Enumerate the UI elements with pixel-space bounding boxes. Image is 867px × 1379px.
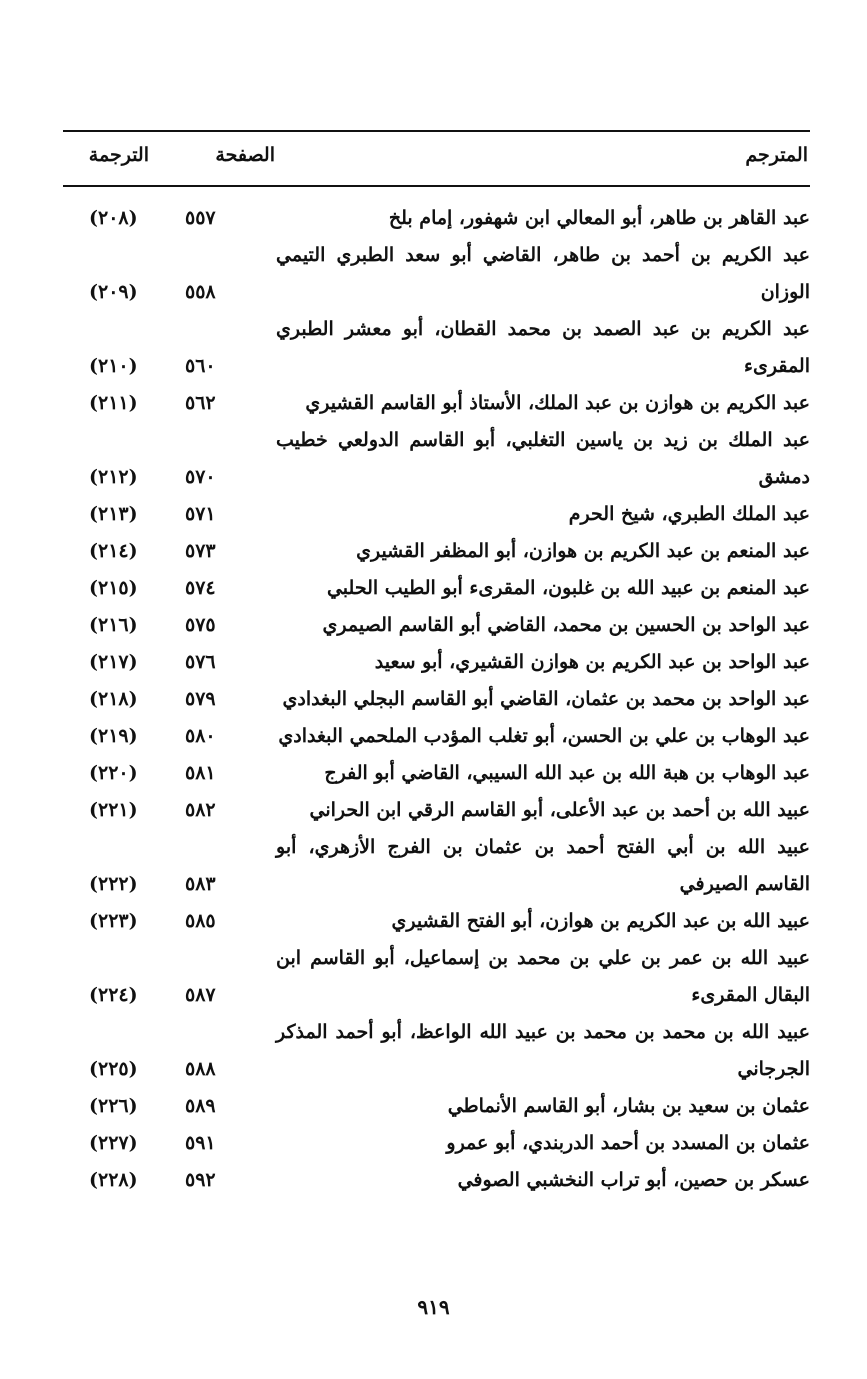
list-item	[63, 200, 810, 237]
list-item	[63, 792, 810, 829]
list-item	[63, 496, 810, 533]
entry-number: (٢١٧)	[89, 651, 138, 673]
page-number: ٥٨١	[185, 762, 216, 784]
person-name: عبيد الله بن أحمد بن عبد الأعلى، أبو القاسم الرقي ابن الحراني	[309, 799, 810, 821]
person-name: عبيد الله بن أبي الفتح أحمد بن عثمان بن الفرج الأزهري، أبو القاسم الصيرفي	[276, 836, 810, 895]
page-number: ٥٧٤	[185, 577, 216, 599]
index-list	[63, 200, 810, 1199]
page-number: ٥٨٨	[185, 1058, 216, 1080]
entry-number: (٢١٣)	[89, 503, 138, 525]
list-item	[63, 533, 810, 570]
person-name: عبيد الله بن محمد بن محمد بن عبيد الله الواعظ، أبو أحمد المذكر الجرجاني	[276, 1021, 810, 1080]
list-item	[63, 718, 810, 755]
entry-number: (٢٢٦)	[89, 1095, 138, 1117]
page-number: ٥٦٠	[185, 355, 216, 377]
page-number: ٥٧٠	[185, 466, 216, 488]
person-name: عبد الكريم بن هوازن بن عبد الملك، الأستاذ أبو القاسم القشيري	[305, 392, 810, 414]
list-item	[63, 1162, 810, 1199]
list-item	[63, 755, 810, 792]
entry-number: (٢١٢)	[89, 466, 138, 488]
page-number: ٥٧٩	[185, 688, 216, 710]
entry-number: (٢١٠)	[89, 355, 138, 377]
table-header	[63, 140, 810, 180]
entry-number: (٢٢١)	[89, 799, 138, 821]
person-name: عبد المنعم بن عبد الكريم بن هوازن، أبو المظفر القشيري	[356, 540, 810, 562]
list-item	[63, 385, 810, 422]
list-item	[63, 237, 810, 311]
list-item	[63, 1125, 810, 1162]
entry-number: (٢١٦)	[89, 614, 138, 636]
header-translated-person: المترجم	[745, 144, 808, 166]
page-number: ٥٩٢	[185, 1169, 216, 1191]
list-item	[63, 607, 810, 644]
entry-number: (٢١٥)	[89, 577, 138, 599]
page-number: ٥٨٥	[185, 910, 216, 932]
page-number: ٥٥٧	[185, 207, 216, 229]
page-number: ٥٥٨	[185, 281, 216, 303]
entry-number: (٢٢٤)	[89, 984, 138, 1006]
person-name: عبد القاهر بن طاهر، أبو المعالي ابن شهفور، إمام بلخ	[388, 207, 810, 229]
person-name: عسكر بن حصين، أبو تراب النخشبي الصوفي	[457, 1169, 810, 1191]
page-folio-number: ٩١٩	[417, 1295, 450, 1319]
page-number: ٥٨٠	[185, 725, 216, 747]
person-name: عبد الواحد بن الحسين بن محمد، القاضي أبو القاسم الصيمري	[322, 614, 810, 636]
person-name: عبد المنعم بن عبيد الله بن غلبون، المقرىء أبو الطيب الحلبي	[326, 577, 810, 599]
page-number: ٥٧٣	[185, 540, 216, 562]
person-name: عبد الواحد بن محمد بن عثمان، القاضي أبو القاسم البجلي البغدادي	[282, 688, 810, 710]
page-number: ٥٧٥	[185, 614, 216, 636]
header-rule	[63, 185, 810, 187]
list-item	[63, 570, 810, 607]
list-item	[63, 829, 810, 903]
list-item	[63, 681, 810, 718]
person-name: عثمان بن المسدد بن أحمد الدربندي، أبو عمرو	[446, 1132, 810, 1154]
page-number: ٥٨٢	[185, 799, 216, 821]
list-item	[63, 1014, 810, 1088]
entry-number: (٢٢٥)	[89, 1058, 138, 1080]
person-name: عبد الكريم بن عبد الصمد بن محمد القطان، أبو معشر الطبري المقرىء	[276, 318, 810, 377]
page-number: ٥٩١	[185, 1132, 216, 1154]
entry-number: (٢٢٢)	[89, 873, 138, 895]
entry-number: (٢١٨)	[89, 688, 138, 710]
header-entry-number: الترجمة	[88, 144, 149, 166]
list-item	[63, 1088, 810, 1125]
header-page: الصفحة	[215, 144, 275, 166]
page-number: ٥٨٩	[185, 1095, 216, 1117]
entry-number: (٢٢٠)	[89, 762, 138, 784]
page-number: ٥٨٣	[185, 873, 216, 895]
list-item	[63, 422, 810, 496]
person-name: عبد الواحد بن عبد الكريم بن هوازن القشيري، أبو سعيد	[374, 651, 810, 673]
page-number: ٥٦٢	[185, 392, 216, 414]
list-item	[63, 644, 810, 681]
page-number: ٥٧١	[185, 503, 216, 525]
entry-number: (٢٢٧)	[89, 1132, 138, 1154]
person-name: عبد الكريم بن أحمد بن طاهر، القاضي أبو سعد الطبري التيمي الوزان	[276, 244, 810, 303]
person-name: عبيد الله بن عبد الكريم بن هوازن، أبو الفتح القشيري	[391, 910, 810, 932]
entry-number: (٢٠٨)	[89, 207, 138, 229]
person-name: عبد الملك الطبري، شيخ الحرم	[568, 503, 810, 525]
entry-number: (٢١٤)	[89, 540, 138, 562]
person-name: عبد الوهاب بن هبة الله بن عبد الله السيبي، القاضي أبو الفرج	[324, 762, 810, 784]
person-name: عثمان بن سعيد بن بشار، أبو القاسم الأنماطي	[447, 1095, 810, 1117]
person-name: عبيد الله بن عمر بن علي بن محمد بن إسماعيل، أبو القاسم ابن البقال المقرىء	[276, 947, 810, 1006]
person-name: عبد الملك بن زيد بن ياسين التغلبي، أبو القاسم الدولعي خطيب دمشق	[276, 429, 810, 488]
entry-number: (٢٢٣)	[89, 910, 138, 932]
top-rule	[63, 130, 810, 132]
page-number: ٥٧٦	[185, 651, 216, 673]
list-item	[63, 903, 810, 940]
entry-number: (٢١١)	[89, 392, 138, 414]
list-item	[63, 311, 810, 385]
entry-number: (٢١٩)	[89, 725, 138, 747]
entry-number: (٢٠٩)	[89, 281, 138, 303]
entry-number: (٢٢٨)	[89, 1169, 138, 1191]
list-item	[63, 940, 810, 1014]
person-name: عبد الوهاب بن علي بن الحسن، أبو تغلب المؤدب الملحمي البغدادي	[278, 725, 810, 747]
page-number: ٥٨٧	[185, 984, 216, 1006]
